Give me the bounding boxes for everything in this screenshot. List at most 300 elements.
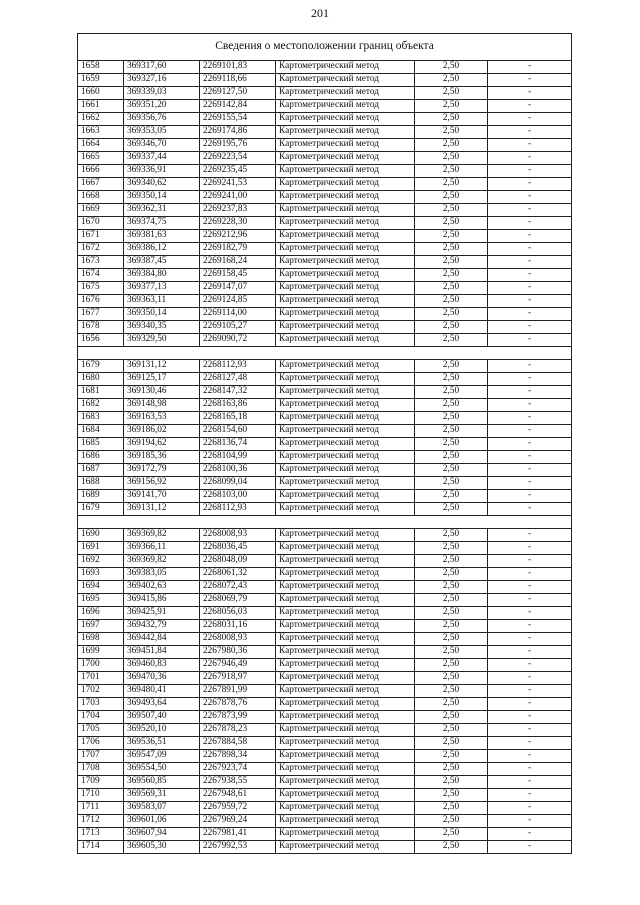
accuracy-cell: 2,50 <box>415 61 488 74</box>
method-cell: Картометрический метод <box>276 113 415 126</box>
x-coordinate-cell: 369507,40 <box>124 711 200 724</box>
point-number-cell: 1700 <box>78 659 124 672</box>
accuracy-cell: 2,50 <box>415 789 488 802</box>
y-coordinate-cell: 2269090,72 <box>200 334 276 347</box>
point-number-cell: 1679 <box>78 503 124 516</box>
method-cell: Картометрический метод <box>276 191 415 204</box>
description-cell: - <box>488 711 572 724</box>
method-cell: Картометрический метод <box>276 568 415 581</box>
y-coordinate-cell: 2267969,24 <box>200 815 276 828</box>
table-row <box>78 581 572 594</box>
description-cell: - <box>488 698 572 711</box>
table-row <box>78 425 572 438</box>
description-cell: - <box>488 750 572 763</box>
table-row <box>78 438 572 451</box>
description-cell: - <box>488 581 572 594</box>
method-cell: Картометрический метод <box>276 529 415 542</box>
y-coordinate-cell: 2268008,93 <box>200 633 276 646</box>
description-cell: - <box>488 412 572 425</box>
description-cell: - <box>488 841 572 854</box>
method-cell: Картометрический метод <box>276 386 415 399</box>
x-coordinate-cell: 369339,03 <box>124 87 200 100</box>
table-row <box>78 321 572 334</box>
accuracy-cell: 2,50 <box>415 555 488 568</box>
description-cell: - <box>488 321 572 334</box>
accuracy-cell: 2,50 <box>415 815 488 828</box>
accuracy-cell: 2,50 <box>415 308 488 321</box>
method-cell: Картометрический метод <box>276 256 415 269</box>
method-cell: Картометрический метод <box>276 490 415 503</box>
table-row <box>78 763 572 776</box>
point-number-cell: 1680 <box>78 373 124 386</box>
point-number-cell: 1701 <box>78 672 124 685</box>
table-row <box>78 776 572 789</box>
x-coordinate-cell: 369369,82 <box>124 529 200 542</box>
description-cell: - <box>488 373 572 386</box>
point-number-cell: 1711 <box>78 802 124 815</box>
point-number-cell: 1666 <box>78 165 124 178</box>
method-cell: Картометрический метод <box>276 659 415 672</box>
y-coordinate-cell: 2268031,16 <box>200 620 276 633</box>
x-coordinate-cell: 369493,64 <box>124 698 200 711</box>
table-row <box>78 412 572 425</box>
method-cell: Картометрический метод <box>276 152 415 165</box>
table-row <box>78 503 572 516</box>
table-row <box>78 126 572 139</box>
point-number-cell: 1692 <box>78 555 124 568</box>
x-coordinate-cell: 369569,31 <box>124 789 200 802</box>
x-coordinate-cell: 369337,44 <box>124 152 200 165</box>
accuracy-cell: 2,50 <box>415 334 488 347</box>
y-coordinate-cell: 2267878,23 <box>200 724 276 737</box>
table-row <box>78 789 572 802</box>
method-cell: Картометрический метод <box>276 503 415 516</box>
description-cell: - <box>488 399 572 412</box>
description-cell: - <box>488 256 572 269</box>
point-number-cell: 1658 <box>78 61 124 74</box>
y-coordinate-cell: 2267898,34 <box>200 750 276 763</box>
description-cell: - <box>488 529 572 542</box>
point-number-cell: 1667 <box>78 178 124 191</box>
x-coordinate-cell: 369415,86 <box>124 594 200 607</box>
y-coordinate-cell: 2268147,32 <box>200 386 276 399</box>
table-row <box>78 191 572 204</box>
y-coordinate-cell: 2269124,85 <box>200 295 276 308</box>
x-coordinate-cell: 369362,31 <box>124 204 200 217</box>
accuracy-cell: 2,50 <box>415 490 488 503</box>
x-coordinate-cell: 369460,83 <box>124 659 200 672</box>
x-coordinate-cell: 369425,91 <box>124 607 200 620</box>
description-cell: - <box>488 477 572 490</box>
table-row <box>78 360 572 373</box>
y-coordinate-cell: 2268036,45 <box>200 542 276 555</box>
point-number-cell: 1707 <box>78 750 124 763</box>
table-row <box>78 815 572 828</box>
x-coordinate-cell: 369131,12 <box>124 360 200 373</box>
point-number-cell: 1685 <box>78 438 124 451</box>
point-number-cell: 1668 <box>78 191 124 204</box>
y-coordinate-cell: 2269237,83 <box>200 204 276 217</box>
accuracy-cell: 2,50 <box>415 750 488 763</box>
y-coordinate-cell: 2269105,27 <box>200 321 276 334</box>
method-cell: Картометрический метод <box>276 243 415 256</box>
description-cell: - <box>488 295 572 308</box>
description-cell: - <box>488 139 572 152</box>
table-row <box>78 373 572 386</box>
x-coordinate-cell: 369350,14 <box>124 191 200 204</box>
y-coordinate-cell: 2268008,93 <box>200 529 276 542</box>
y-coordinate-cell: 2268100,36 <box>200 464 276 477</box>
description-cell: - <box>488 503 572 516</box>
y-coordinate-cell: 2269235,45 <box>200 165 276 178</box>
method-cell: Картометрический метод <box>276 815 415 828</box>
point-number-cell: 1673 <box>78 256 124 269</box>
accuracy-cell: 2,50 <box>415 139 488 152</box>
method-cell: Картометрический метод <box>276 698 415 711</box>
point-number-cell: 1689 <box>78 490 124 503</box>
table-row <box>78 386 572 399</box>
accuracy-cell: 2,50 <box>415 178 488 191</box>
y-coordinate-cell: 2269174,86 <box>200 126 276 139</box>
y-coordinate-cell: 2269212,96 <box>200 230 276 243</box>
table-row <box>78 568 572 581</box>
y-coordinate-cell: 2269168,24 <box>200 256 276 269</box>
description-cell: - <box>488 230 572 243</box>
description-cell: - <box>488 282 572 295</box>
method-cell: Картометрический метод <box>276 607 415 620</box>
y-coordinate-cell: 2267980,36 <box>200 646 276 659</box>
point-number-cell: 1665 <box>78 152 124 165</box>
description-cell: - <box>488 815 572 828</box>
table-row <box>78 698 572 711</box>
method-cell: Картометрический метод <box>276 620 415 633</box>
x-coordinate-cell: 369480,41 <box>124 685 200 698</box>
accuracy-cell: 2,50 <box>415 269 488 282</box>
description-cell: - <box>488 425 572 438</box>
description-cell: - <box>488 464 572 477</box>
accuracy-cell: 2,50 <box>415 360 488 373</box>
point-number-cell: 1687 <box>78 464 124 477</box>
table-row <box>78 633 572 646</box>
point-number-cell: 1706 <box>78 737 124 750</box>
point-number-cell: 1669 <box>78 204 124 217</box>
description-cell: - <box>488 724 572 737</box>
table-body <box>78 34 572 854</box>
table-row <box>78 750 572 763</box>
table-row <box>78 165 572 178</box>
point-number-cell: 1677 <box>78 308 124 321</box>
accuracy-cell: 2,50 <box>415 685 488 698</box>
table-row <box>78 646 572 659</box>
table-row <box>78 295 572 308</box>
method-cell: Картометрический метод <box>276 178 415 191</box>
description-cell: - <box>488 74 572 87</box>
x-coordinate-cell: 369381,63 <box>124 230 200 243</box>
method-cell: Картометрический метод <box>276 139 415 152</box>
point-number-cell: 1684 <box>78 425 124 438</box>
table-row <box>78 74 572 87</box>
y-coordinate-cell: 2269158,45 <box>200 269 276 282</box>
x-coordinate-cell: 369369,82 <box>124 555 200 568</box>
accuracy-cell: 2,50 <box>415 386 488 399</box>
point-number-cell: 1675 <box>78 282 124 295</box>
y-coordinate-cell: 2267959,72 <box>200 802 276 815</box>
description-cell: - <box>488 204 572 217</box>
accuracy-cell: 2,50 <box>415 724 488 737</box>
table-row <box>78 607 572 620</box>
method-cell: Картометрический метод <box>276 594 415 607</box>
table-row <box>78 477 572 490</box>
x-coordinate-cell: 369554,50 <box>124 763 200 776</box>
method-cell: Картометрический метод <box>276 100 415 113</box>
accuracy-cell: 2,50 <box>415 646 488 659</box>
y-coordinate-cell: 2268069,79 <box>200 594 276 607</box>
boundary-coordinates-table <box>77 33 572 854</box>
table-row <box>78 659 572 672</box>
point-number-cell: 1713 <box>78 828 124 841</box>
y-coordinate-cell: 2268099,04 <box>200 477 276 490</box>
method-cell: Картометрический метод <box>276 87 415 100</box>
method-cell: Картометрический метод <box>276 737 415 750</box>
table-row <box>78 555 572 568</box>
method-cell: Картометрический метод <box>276 217 415 230</box>
y-coordinate-cell: 2269142,84 <box>200 100 276 113</box>
method-cell: Картометрический метод <box>276 399 415 412</box>
y-coordinate-cell: 2267918,97 <box>200 672 276 685</box>
table-row <box>78 399 572 412</box>
y-coordinate-cell: 2269195,76 <box>200 139 276 152</box>
description-cell: - <box>488 334 572 347</box>
point-number-cell: 1672 <box>78 243 124 256</box>
accuracy-cell: 2,50 <box>415 802 488 815</box>
y-coordinate-cell: 2269155,54 <box>200 113 276 126</box>
table-row <box>78 217 572 230</box>
accuracy-cell: 2,50 <box>415 295 488 308</box>
point-number-cell: 1696 <box>78 607 124 620</box>
accuracy-cell: 2,50 <box>415 633 488 646</box>
description-cell: - <box>488 61 572 74</box>
accuracy-cell: 2,50 <box>415 503 488 516</box>
y-coordinate-cell: 2268127,48 <box>200 373 276 386</box>
table-row <box>78 464 572 477</box>
method-cell: Картометрический метод <box>276 451 415 464</box>
description-cell: - <box>488 685 572 698</box>
y-coordinate-cell: 2267878,76 <box>200 698 276 711</box>
method-cell: Картометрический метод <box>276 425 415 438</box>
method-cell: Картометрический метод <box>276 542 415 555</box>
y-coordinate-cell: 2267946,49 <box>200 659 276 672</box>
accuracy-cell: 2,50 <box>415 191 488 204</box>
method-cell: Картометрический метод <box>276 581 415 594</box>
accuracy-cell: 2,50 <box>415 87 488 100</box>
table-row <box>78 841 572 854</box>
accuracy-cell: 2,50 <box>415 737 488 750</box>
method-cell: Картометрический метод <box>276 828 415 841</box>
x-coordinate-cell: 369560,85 <box>124 776 200 789</box>
description-cell: - <box>488 451 572 464</box>
table-row <box>78 724 572 737</box>
accuracy-cell: 2,50 <box>415 776 488 789</box>
accuracy-cell: 2,50 <box>415 100 488 113</box>
point-number-cell: 1686 <box>78 451 124 464</box>
accuracy-cell: 2,50 <box>415 438 488 451</box>
y-coordinate-cell: 2268163,86 <box>200 399 276 412</box>
table-row <box>78 113 572 126</box>
method-cell: Картометрический метод <box>276 373 415 386</box>
accuracy-cell: 2,50 <box>415 841 488 854</box>
table-row <box>78 828 572 841</box>
accuracy-cell: 2,50 <box>415 607 488 620</box>
x-coordinate-cell: 369329,50 <box>124 334 200 347</box>
table-row <box>78 672 572 685</box>
x-coordinate-cell: 369350,14 <box>124 308 200 321</box>
y-coordinate-cell: 2267981,41 <box>200 828 276 841</box>
table-row <box>78 204 572 217</box>
accuracy-cell: 2,50 <box>415 373 488 386</box>
method-cell: Картометрический метод <box>276 295 415 308</box>
accuracy-cell: 2,50 <box>415 126 488 139</box>
method-cell: Картометрический метод <box>276 334 415 347</box>
accuracy-cell: 2,50 <box>415 204 488 217</box>
table-row <box>78 100 572 113</box>
accuracy-cell: 2,50 <box>415 828 488 841</box>
table-row <box>78 308 572 321</box>
description-cell: - <box>488 789 572 802</box>
x-coordinate-cell: 369470,36 <box>124 672 200 685</box>
method-cell: Картометрический метод <box>276 685 415 698</box>
y-coordinate-cell: 2268104,99 <box>200 451 276 464</box>
point-number-cell: 1691 <box>78 542 124 555</box>
table-row <box>78 230 572 243</box>
description-cell: - <box>488 87 572 100</box>
x-coordinate-cell: 369186,02 <box>124 425 200 438</box>
point-number-cell: 1714 <box>78 841 124 854</box>
x-coordinate-cell: 369402,63 <box>124 581 200 594</box>
table-row <box>78 243 572 256</box>
point-number-cell: 1663 <box>78 126 124 139</box>
table-row <box>78 542 572 555</box>
point-number-cell: 1662 <box>78 113 124 126</box>
description-cell: - <box>488 360 572 373</box>
x-coordinate-cell: 369374,75 <box>124 217 200 230</box>
x-coordinate-cell: 369131,12 <box>124 503 200 516</box>
y-coordinate-cell: 2269101,83 <box>200 61 276 74</box>
x-coordinate-cell: 369194,62 <box>124 438 200 451</box>
group-separator-row <box>78 516 572 529</box>
table-row <box>78 490 572 503</box>
description-cell: - <box>488 490 572 503</box>
x-coordinate-cell: 369605,30 <box>124 841 200 854</box>
point-number-cell: 1656 <box>78 334 124 347</box>
point-number-cell: 1694 <box>78 581 124 594</box>
description-cell: - <box>488 191 572 204</box>
table-row <box>78 685 572 698</box>
accuracy-cell: 2,50 <box>415 74 488 87</box>
description-cell: - <box>488 646 572 659</box>
description-cell: - <box>488 737 572 750</box>
accuracy-cell: 2,50 <box>415 425 488 438</box>
x-coordinate-cell: 369366,11 <box>124 542 200 555</box>
y-coordinate-cell: 2269118,66 <box>200 74 276 87</box>
method-cell: Картометрический метод <box>276 230 415 243</box>
y-coordinate-cell: 2267938,55 <box>200 776 276 789</box>
x-coordinate-cell: 369387,45 <box>124 256 200 269</box>
y-coordinate-cell: 2269114,00 <box>200 308 276 321</box>
accuracy-cell: 2,50 <box>415 321 488 334</box>
table-row <box>78 594 572 607</box>
method-cell: Картометрический метод <box>276 633 415 646</box>
x-coordinate-cell: 369384,80 <box>124 269 200 282</box>
point-number-cell: 1697 <box>78 620 124 633</box>
table-row <box>78 529 572 542</box>
point-number-cell: 1690 <box>78 529 124 542</box>
point-number-cell: 1659 <box>78 74 124 87</box>
x-coordinate-cell: 369172,79 <box>124 464 200 477</box>
accuracy-cell: 2,50 <box>415 256 488 269</box>
accuracy-cell: 2,50 <box>415 672 488 685</box>
point-number-cell: 1705 <box>78 724 124 737</box>
table-row <box>78 334 572 347</box>
y-coordinate-cell: 2268056,03 <box>200 607 276 620</box>
method-cell: Картометрический метод <box>276 282 415 295</box>
y-coordinate-cell: 2267884,58 <box>200 737 276 750</box>
description-cell: - <box>488 152 572 165</box>
y-coordinate-cell: 2267891,99 <box>200 685 276 698</box>
y-coordinate-cell: 2269241,53 <box>200 178 276 191</box>
y-coordinate-cell: 2268072,43 <box>200 581 276 594</box>
y-coordinate-cell: 2268165,18 <box>200 412 276 425</box>
table-row <box>78 139 572 152</box>
description-cell: - <box>488 828 572 841</box>
method-cell: Картометрический метод <box>276 61 415 74</box>
accuracy-cell: 2,50 <box>415 412 488 425</box>
accuracy-cell: 2,50 <box>415 165 488 178</box>
accuracy-cell: 2,50 <box>415 464 488 477</box>
point-number-cell: 1676 <box>78 295 124 308</box>
point-number-cell: 1695 <box>78 594 124 607</box>
table-row <box>78 451 572 464</box>
x-coordinate-cell: 369156,92 <box>124 477 200 490</box>
method-cell: Картометрический метод <box>276 841 415 854</box>
x-coordinate-cell: 369520,10 <box>124 724 200 737</box>
accuracy-cell: 2,50 <box>415 620 488 633</box>
accuracy-cell: 2,50 <box>415 568 488 581</box>
method-cell: Картометрический метод <box>276 724 415 737</box>
description-cell: - <box>488 568 572 581</box>
point-number-cell: 1664 <box>78 139 124 152</box>
table-row <box>78 269 572 282</box>
accuracy-cell: 2,50 <box>415 230 488 243</box>
point-number-cell: 1670 <box>78 217 124 230</box>
x-coordinate-cell: 369363,11 <box>124 295 200 308</box>
y-coordinate-cell: 2267873,99 <box>200 711 276 724</box>
description-cell: - <box>488 113 572 126</box>
table-row <box>78 620 572 633</box>
accuracy-cell: 2,50 <box>415 711 488 724</box>
y-coordinate-cell: 2268136,74 <box>200 438 276 451</box>
x-coordinate-cell: 369148,98 <box>124 399 200 412</box>
method-cell: Картометрический метод <box>276 321 415 334</box>
method-cell: Картометрический метод <box>276 555 415 568</box>
method-cell: Картометрический метод <box>276 763 415 776</box>
point-number-cell: 1693 <box>78 568 124 581</box>
accuracy-cell: 2,50 <box>415 698 488 711</box>
method-cell: Картометрический метод <box>276 711 415 724</box>
x-coordinate-cell: 369130,46 <box>124 386 200 399</box>
accuracy-cell: 2,50 <box>415 282 488 295</box>
point-number-cell: 1682 <box>78 399 124 412</box>
method-cell: Картометрический метод <box>276 776 415 789</box>
